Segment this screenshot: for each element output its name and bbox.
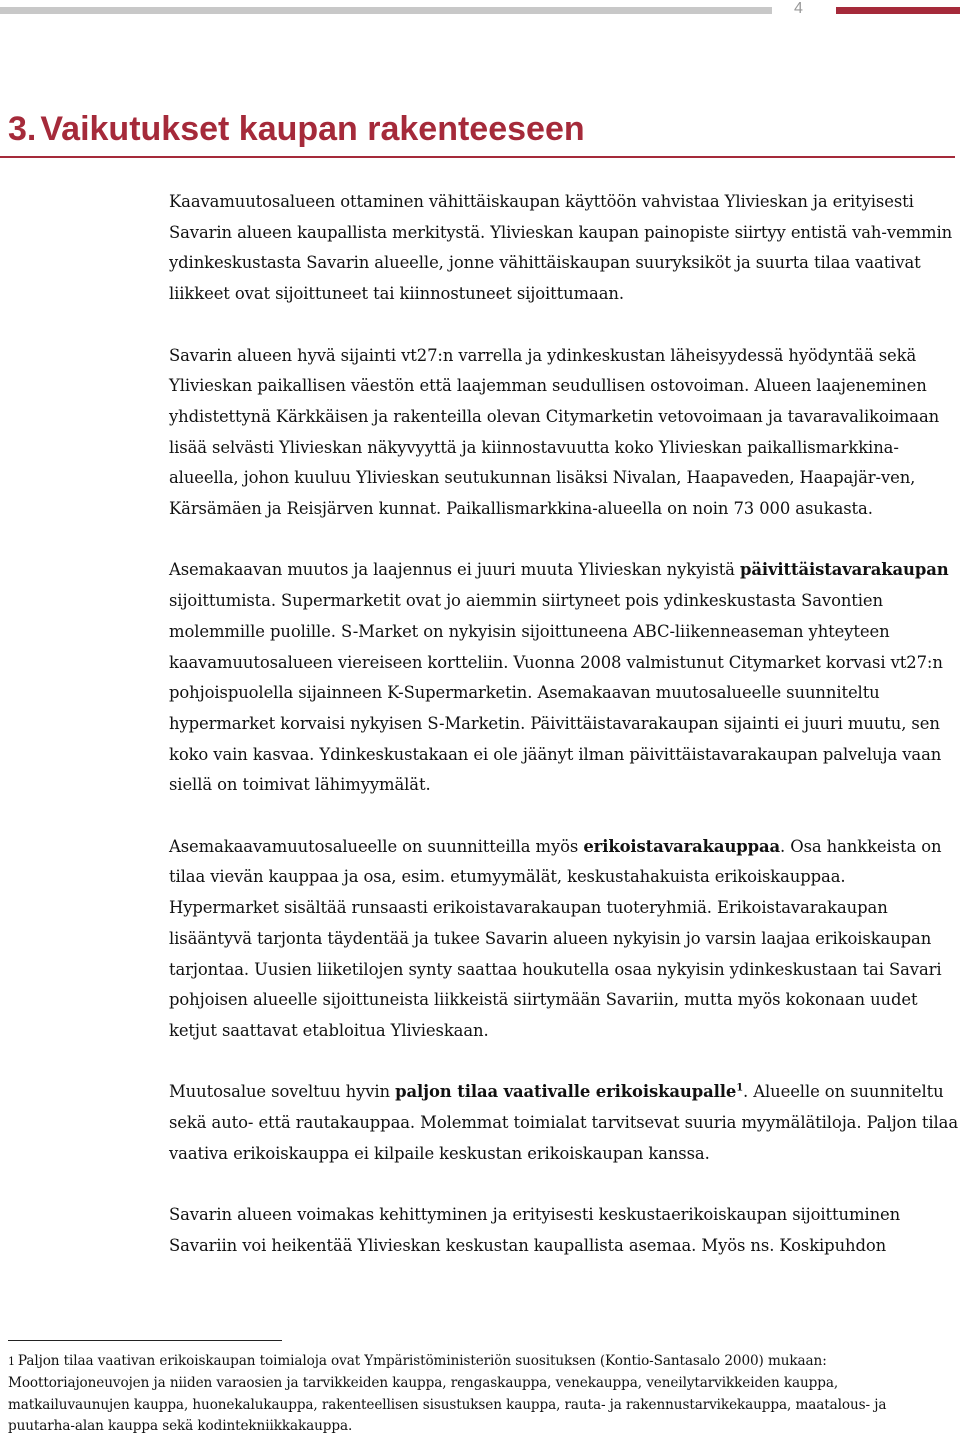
chapter-number: 3. (8, 110, 37, 148)
paragraph-4-bold: erikoistavarakauppaa (583, 836, 781, 856)
paragraph-3-bold: päivittäistavarakaupan (739, 560, 949, 580)
paragraph-spacer (169, 801, 959, 832)
paragraph-6: Savarin alueen voimakas kehittyminen ja erityisesti keskustaerikoiskaupan sijoittuminen Savariin voi heikentää Ylivieskan keskustan kaupallista asemaa. Myös ns. Koskipuhdon (169, 1205, 901, 1255)
footnote-mark: 1 (8, 1355, 15, 1368)
paragraph-spacer (169, 1047, 959, 1078)
paragraph-3 (169, 555, 959, 801)
paragraph-spacer (169, 1169, 959, 1200)
paragraph-5 (169, 1077, 959, 1169)
title-underline (0, 156, 955, 158)
chapter-title (8, 110, 589, 149)
paragraph-5-bold-text: paljon tilaa vaativalle erikoiskaupalle (395, 1082, 737, 1102)
paragraph-5-bold (395, 1082, 743, 1101)
footnote (8, 1351, 953, 1438)
paragraph-spacer (169, 525, 959, 556)
page-number: 4 (794, 0, 803, 17)
paragraph-5-end: . Alueelle on suunniteltu sekä auto- että rautakauppaa. Molemmat toimialat tarvitsevat suuria myymälätiloja. Paljon tilaa vaativa erikoiskauppa ei kilpaile keskustan erikoiskaupan kanssa. (169, 1082, 958, 1163)
paragraph-3-end: sijoittumista. Supermarketit ovat jo aiemmin siirtyneet pois ydinkeskustasta Savontien molemmille puolille. S-Market on nykyisin sijoittuneena ABC-liikenneaseman yhteyteen kaavamuutosalueen viereiseen kortteliin. Vuonna 2008 valmistunut Citymarket korvasi vt27:n pohjoispuolella sijainneen K-Supermarketin. Asemakaavan muutosalueelle suunniteltu hypermarket korvaisi nykyisen S-Marketin. Päivittäistavarakaupan sijainti ei juuri muutu, sen koko vain kasvaa. Ydinkeskustakaan ei ole jäänyt ilman päivittäistavarakaupan palveluja vaan siellä on toimivat lähimyymälät. (169, 591, 943, 795)
paragraph-2: Savarin alueen hyvä sijainti vt27:n varrella ja ydinkeskustan läheisyydessä hyödyntää sekä Ylivieskan paikallisen väestön että laajemman seudullisen ostovoiman. Alueen laajeneminen yhdistettynä Kärkkäisen ja rakenteilla olevan Citymarketin vetovoimaan ja tavaravalikoimaan lisää selvästi Ylivieskan näkyvyyttä ja kiinnostavuutta koko Ylivieskan paikallismarkkina-alueella, johon kuuluu Ylivieskan seutukunnan lisäksi Nivalan, Haapaveden, Haapajär-ven, Kärsämäen ja Reisjärven kunnat. Paikallismarkkina-alueella on noin 73 000 asukasta. (169, 345, 940, 519)
paragraph-4 (169, 832, 959, 1047)
header-bar-gray (0, 7, 772, 14)
paragraph-3-start: Asemakaavan muutos ja laajennus ei juuri muuta Ylivieskan nykyistä (169, 560, 740, 580)
footnote-reference[interactable]: 1 (736, 1082, 744, 1094)
footnote-text: Paljon tilaa vaativan erikoiskaupan toimialoja ovat Ympäristöministeriön suosituksen (Kontio-Santasalo 2000) mukaan: Moottoriajoneuvojen ja niiden varaosien ja tarvikkeiden kauppa, rengaskauppa, venekauppa, veneilytarvikkeiden kauppa, matkailuvaunujen kauppa, huonekalukauppa, rakenteellisen sisustuksen kauppa, rauta- ja rakennustarvikekauppa, maatalous- ja puutarha-alan kauppa sekä kodintekniikkakauppa. (8, 1353, 887, 1435)
paragraph-5-start: Muutosalue soveltuu hyvin (169, 1082, 396, 1102)
paragraph-1: Kaavamuutosalueen ottaminen vähittäiskaupan käyttöön vahvistaa Ylivieskan ja erityisesti Savarin alueen kaupallista merkitystä. Ylivieskan kaupan painopiste siirtyy entistä vah-vemmin ydinkeskustasta Savarin alueelle, jonne vähittäiskaupan suuryksiköt ja suurta tilaa vaativat liikkeet ovat sijoittuneet tai kiinnostuneet sijoittumaan. (169, 192, 953, 304)
paragraph-spacer (169, 310, 959, 341)
paragraph-4-start: Asemakaavamuutosalueelle on suunnitteilla myös (169, 836, 584, 856)
chapter-title-text: Vaikutukset kaupan rakenteeseen (40, 110, 585, 148)
header-bar-accent (836, 7, 960, 14)
body-text (169, 187, 959, 1262)
paragraph-4-end: . Osa hankkeista on tilaa vievän kauppaa ja osa, esim. etumyymälät, keskustahakuista erikoiskauppaa. Hypermarket sisältää runsaasti erikoistavarakaupan tuoteryhmiä. Erikoistavarakaupan lisääntyvä tarjonta täydentää ja tukee Savarin alueen nykyisin jo varsin laajaa erikoiskaupan tarjontaa. Uusien liiketilojen synty saattaa houkutella osaa nykyisin ydinkeskustaan tai Savari pohjoisen alueelle sijoittuneista liikkeistä siirtymään Savariin, mutta myös kokonaan uudet ketjut saattavat etabloitua Ylivieskaan. (169, 836, 942, 1040)
footnote-separator (8, 1340, 282, 1341)
